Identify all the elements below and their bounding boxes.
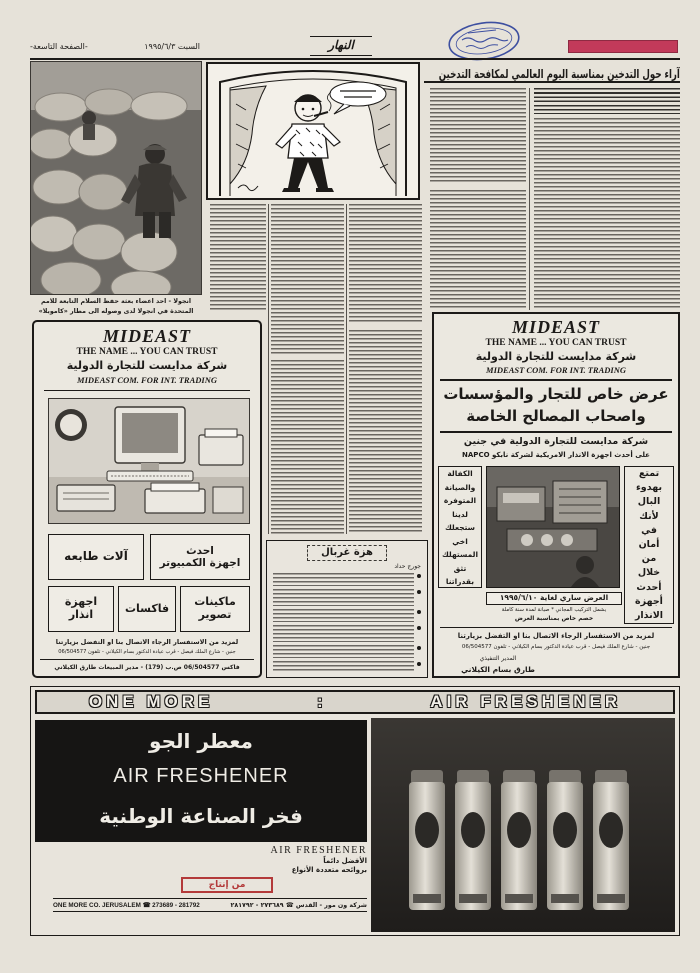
company-name-english: ONE MORE CO. JERUSALEM ☎ 273689 - 281792	[53, 901, 200, 909]
warranty-words-column: الكفالة والصيانة المتوفرة لدينا ستجعلك اخي المستهلك تثق بقدراتنا	[438, 466, 482, 588]
column-item	[273, 645, 421, 658]
headline-container	[424, 63, 680, 83]
one-more-air-freshener-ad	[30, 686, 680, 936]
ad-inquiry-line: لمزيد من الاستفسار الرجاء الاتصال بنا او التفضل بزيارتنا	[457, 632, 655, 640]
ad-company-english: MIDEAST COM. FOR INT. TRADING	[486, 365, 626, 375]
main-headline: آراء حول التدخين بمناسبة اليوم العالمي لمكافحة التدخين	[438, 67, 680, 81]
product-title-english: AIR FRESHENER	[113, 765, 289, 787]
column-title: هزة غربال	[307, 545, 387, 561]
ad-footer-divider	[40, 659, 254, 660]
photo-graphic	[31, 62, 201, 294]
can-1	[409, 770, 445, 910]
article-body-column-2b	[430, 190, 526, 310]
article-lead-text	[534, 88, 680, 114]
column-item	[273, 609, 421, 622]
article-body-column-2a	[430, 88, 526, 184]
column-author: جورج حداد	[394, 563, 421, 570]
napco-product-line: على أحدث اجهزة الانذار الامريكية لشركة نابكو NAPCO	[462, 451, 650, 459]
ad-company-arabic: شركة مدايست للتجارة الدولية	[475, 350, 637, 363]
stamp-graphic	[446, 20, 522, 62]
product-title-arabic: معطر الجو	[149, 729, 253, 753]
column-divider	[529, 88, 530, 310]
special-offer-line-2: واصحاب المصالح الخاصة	[466, 407, 646, 425]
article-body-column-5b	[349, 330, 422, 534]
bullet-icon	[417, 574, 421, 578]
product-computers: احدث اجهزة الكمبيوتر	[150, 534, 250, 580]
mideast-computer-ad	[32, 320, 262, 678]
ad-company-english: MIDEAST COM. FOR INT. TRADING	[77, 375, 217, 385]
ad-footer-divider	[440, 627, 672, 628]
banner-brand: ONE MORE	[88, 692, 214, 711]
equipment-graphic	[49, 399, 249, 523]
column-item-text	[273, 589, 414, 606]
column-item	[273, 661, 421, 673]
column-item-text	[273, 661, 414, 673]
column-item-text	[273, 645, 414, 658]
can-4	[547, 770, 583, 910]
ad-brand-name: MIDEAST	[511, 317, 601, 337]
executive-name: طارق بسام الكيلاني	[461, 665, 535, 674]
page-number-label: -الصفحة التاسعة-	[30, 42, 88, 51]
column-item	[273, 589, 421, 606]
ad-contact-line: فاكس 06/504577 ص.ب (179) - مدير المبيعات طارق الكيلاني	[54, 664, 240, 671]
product-printers: آلات طابعه	[48, 534, 144, 580]
company-name-arabic: شركة ون مور - القدس ☎ ٢٧٣٦٨٩ - ٢٨١٧٩٢	[230, 901, 367, 909]
issue-date: السبت ١٩٩٥/٦/٣	[144, 42, 200, 51]
article-body-column-5a	[349, 204, 422, 324]
bullet-icon	[417, 662, 421, 666]
banner-product: AIR FRESHENER	[430, 692, 622, 711]
offer-discount-line: خصم خاص بمناسبة العرض	[514, 615, 594, 622]
product-alarm-systems: اجهزة انذار	[48, 586, 114, 632]
scents-line: بروائحه متعددة الأنواع	[291, 866, 367, 874]
opinion-column-box	[266, 540, 428, 678]
banner-separator: :	[317, 692, 327, 711]
ad-banner	[35, 690, 675, 714]
ad-divider	[44, 390, 250, 391]
section-label-banner	[568, 40, 678, 53]
cans-graphic	[371, 718, 675, 932]
produced-by-label: من إنتاج	[181, 877, 273, 893]
ad-address-line: جنين - شارع الملك فيصل - قرب عيادة الدكتور بسام الكيلاني - تلفون 06/504577	[58, 649, 236, 655]
article-body-column-1	[534, 118, 680, 310]
mideast-alarm-ad	[432, 312, 680, 678]
branch-line: شركة مدايست للتجارة الدولية في جنين	[463, 436, 649, 447]
ad-divider	[440, 379, 672, 381]
offer-includes-line: يشمل التركيب المجاني * صيانة لمدة سنة كاملة	[501, 607, 607, 613]
company-contact-bar	[53, 898, 367, 912]
ad-address-line: جنين - شارع الملك فيصل - قرب عيادة الدكتور بسام الكيلاني - تلفون 06/504577	[461, 644, 651, 650]
offer-valid-until: العرض ساري لغاية ١٩٩٥/٦/١٠	[486, 592, 622, 605]
bullet-icon	[417, 626, 421, 630]
page-header-dateline	[30, 42, 200, 54]
office-equipment-photo	[48, 398, 250, 524]
article-body-column-3	[210, 204, 266, 312]
bullet-icon	[417, 590, 421, 594]
can-3	[501, 770, 537, 910]
column-divider	[268, 204, 269, 534]
alarm-equipment-photo	[486, 466, 620, 588]
column-item-text	[273, 573, 414, 586]
column-divider	[346, 204, 347, 534]
ad-inquiry-line: لمزيد من الاستفسار الرجاء الاتصال بنا او التفضل بزيارتنا	[55, 638, 239, 646]
cartoon-graphic	[208, 64, 418, 198]
ad-tagline: THE NAME ... YOU CAN TRUST	[485, 338, 627, 348]
product-fax-machines: فاكسات	[118, 586, 176, 632]
archive-stamp	[446, 20, 522, 62]
national-industry-slogan: فخر الصناعة الوطنية	[99, 804, 303, 828]
ad-black-panel	[35, 720, 367, 842]
peace-of-mind-words-column: تمتع بهدوء البال لأنك في أمان من خلال أحدث أجهزة الانذار	[624, 466, 674, 624]
alarm-photo-graphic	[487, 467, 619, 587]
header-rule	[30, 58, 680, 60]
ad-brand-name: MIDEAST	[102, 326, 192, 346]
bullet-icon	[417, 610, 421, 614]
special-offer-line-1: عرض خاص للتجار والمؤسسات	[443, 385, 669, 403]
article-body-column-4a	[271, 204, 344, 354]
ad-company-arabic: شركة مدايست للتجارة الدولية	[66, 359, 228, 372]
photo-caption: انجولا - احد اعضاء بعثة حفظ السلام التابعة للامم المتحدة في انجولا لدى وصوله الى مطار «كاموبلا»	[38, 298, 194, 315]
newspaper-logo: النهار	[310, 36, 372, 56]
ad-divider	[440, 431, 672, 433]
column-item	[273, 625, 421, 642]
angola-news-photo	[30, 61, 202, 295]
smoking-cartoon	[206, 62, 420, 200]
column-item-text	[273, 609, 414, 622]
ad-tagline: THE NAME ... YOU CAN TRUST	[76, 347, 218, 357]
air-freshener-cans-photo	[371, 718, 675, 932]
can-5	[593, 770, 629, 910]
executive-title: المدير التنفيذي	[479, 655, 517, 662]
column-item-text	[273, 625, 414, 642]
can-2	[455, 770, 491, 910]
bullet-icon	[417, 646, 421, 650]
sub-title-english: AIR FRESHENER	[270, 845, 367, 856]
product-copiers: ماكينات تصوير	[180, 586, 250, 632]
article-body-column-4b	[271, 360, 344, 534]
always-best-line: الأفضل دائماً	[323, 857, 367, 865]
column-item	[273, 573, 421, 586]
